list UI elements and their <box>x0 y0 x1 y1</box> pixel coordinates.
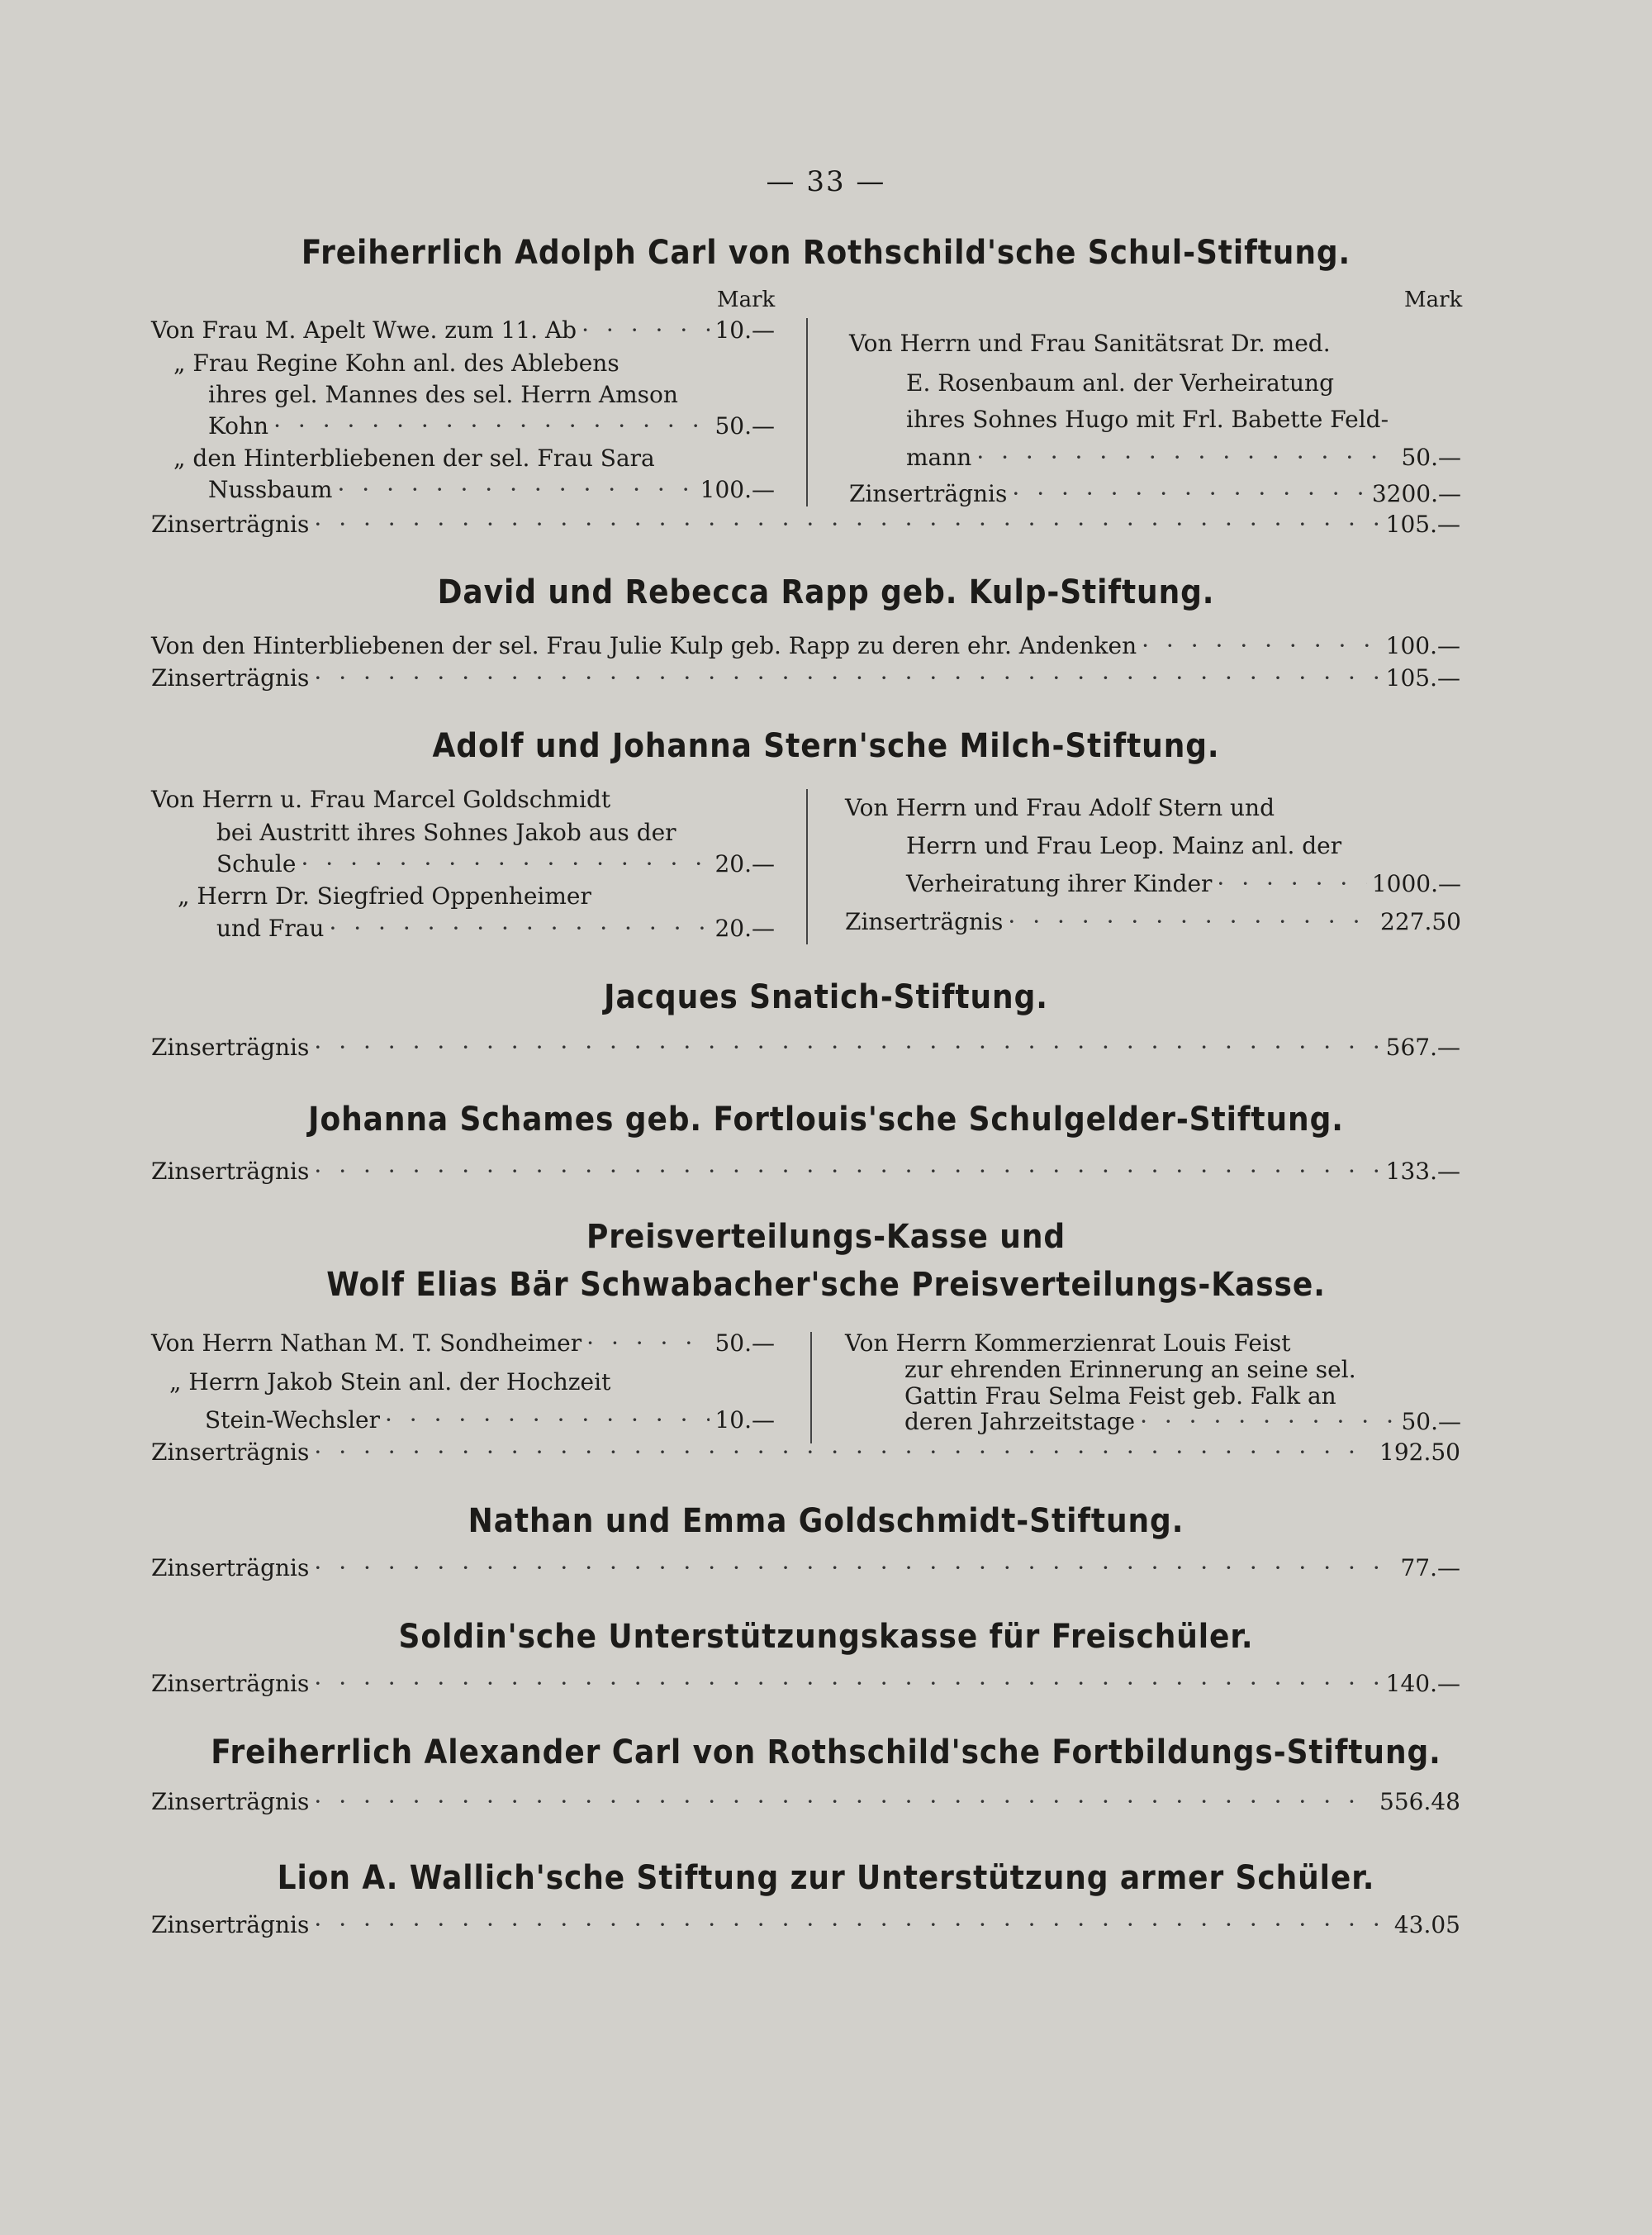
entry-line: Verheiratung ihrer Kinder · · · 1000.— <box>906 869 1461 899</box>
entry-line: Zinserträgnis · · · 3200.— <box>849 479 1461 509</box>
entry-text: Von Herrn u. Frau Marcel Goldschmidt <box>151 786 611 813</box>
interest-line: Zinserträgnis · · · 43.05 <box>151 1910 1460 1940</box>
entry-line: Zinserträgnis · · · 227.50 <box>845 907 1461 937</box>
entry-text: ihres gel. Mannes des sel. Herrn Amson <box>208 381 678 408</box>
entry-text: „ Herrn Jakob Stein anl. der Hochzeit <box>169 1368 611 1396</box>
section-title-preisverteilungs-kasse: Preisverteilungs-Kasse und <box>586 1218 1066 1256</box>
entry-line: Stein-Wechsler · · · 10.— <box>205 1405 775 1435</box>
entry-text: Von Herrn und Frau Sanitätsrat Dr. med. <box>849 330 1331 357</box>
entry-text: zur ehrenden Erinnerung an seine sel. <box>904 1356 1356 1383</box>
entry-text: „ den Hinterbliebenen der sel. Frau Sara <box>173 445 655 472</box>
section-title-schul-stiftung: Freiherrlich Adolph Carl von Rothschild'sche Schul-Stiftung. <box>301 234 1351 272</box>
section-title-schulgelder-stiftung: Johanna Schames geb. Fortlouis'sche Schulgelder-Stiftung. <box>308 1101 1344 1139</box>
entry-line: Schule · · · 20.— <box>216 849 775 879</box>
entry-line: Von den Hinterbliebenen der sel. Frau Julie Kulp geb. Rapp zu deren ehr. Andenken · · · 100.— <box>151 631 1460 661</box>
section-title-goldschmidt-stiftung: Nathan und Emma Goldschmidt-Stiftung. <box>468 1502 1184 1540</box>
interest-line: Zinserträgnis · · · 567.— <box>151 1033 1460 1063</box>
interest-line: Zinserträgnis · · · 105.— <box>151 510 1460 540</box>
section-title-milch-stiftung: Adolf und Johanna Stern'sche Milch-Stiftung. <box>432 727 1220 765</box>
mark-header-right: Mark <box>1404 288 1463 312</box>
column-divider <box>810 1332 812 1443</box>
interest-line: Zinserträgnis · · · 133.— <box>151 1157 1460 1186</box>
entry-line: und Frau · · · 20.— <box>216 914 775 944</box>
entry-line: Von Herrn Nathan M. T. Sondheimer · · · 50.— <box>151 1329 775 1358</box>
section-title-wallich-stiftung: Lion A. Wallich'sche Stiftung zur Unterstützung armer Schüler. <box>277 1859 1375 1897</box>
entry-text: Herrn und Frau Leop. Mainz anl. der <box>906 832 1342 859</box>
entry-line: Nussbaum · · · 100.— <box>208 475 775 505</box>
section-title-fortbildungs-stiftung: Freiherrlich Alexander Carl von Rothschild'sche Fortbildungs-Stiftung. <box>211 1733 1441 1771</box>
section-title-kulp-stiftung: David und Rebecca Rapp geb. Kulp-Stiftung. <box>437 573 1215 611</box>
entry-text: ihres Sohnes Hugo mit Frl. Babette Feld- <box>906 406 1389 433</box>
column-divider <box>806 789 808 944</box>
page-number: — 33 — <box>766 165 886 198</box>
entry-text: „ Frau Regine Kohn anl. des Ablebens <box>173 350 620 377</box>
interest-line: Zinserträgnis · · · 140.— <box>151 1669 1460 1699</box>
entry-text: E. Rosenbaum anl. der Verheiratung <box>906 369 1334 397</box>
entry-line: mann · · · 50.— <box>906 443 1461 473</box>
section-title-schwabacher-kasse: Wolf Elias Bär Schwabacher'sche Preisverteilungs-Kasse. <box>326 1266 1326 1304</box>
entry-text: Von Herrn und Frau Adolf Stern und <box>845 794 1275 821</box>
interest-line: Zinserträgnis · · · 556.48 <box>151 1787 1460 1817</box>
entry-text: bei Austritt ihres Sohnes Jakob aus der <box>216 819 676 846</box>
section-title-snatich-stiftung: Jacques Snatich-Stiftung. <box>604 978 1048 1016</box>
entry-text: Gattin Frau Selma Feist geb. Falk an <box>904 1382 1336 1410</box>
section-title-soldin-kasse: Soldin'sche Unterstützungskasse für Freischüler. <box>398 1618 1254 1656</box>
column-divider <box>806 318 808 506</box>
interest-line: Zinserträgnis · · · 77.— <box>151 1553 1460 1583</box>
entry-text: „ Herrn Dr. Siegfried Oppenheimer <box>178 882 591 910</box>
entry-line: deren Jahrzeitstage · · · 50.— <box>904 1407 1461 1437</box>
entry-line: Kohn · · · 50.— <box>208 411 775 441</box>
entry-line: Von Frau M. Apelt Wwe. zum 11. Ab · · · 10.— <box>151 316 775 345</box>
entry-text: Von Herrn Kommerzienrat Louis Feist <box>845 1329 1291 1357</box>
mark-header-left: Mark <box>717 288 776 312</box>
interest-line: Zinserträgnis · · · 192.50 <box>151 1438 1460 1467</box>
interest-line: Zinserträgnis · · · 105.— <box>151 663 1460 693</box>
